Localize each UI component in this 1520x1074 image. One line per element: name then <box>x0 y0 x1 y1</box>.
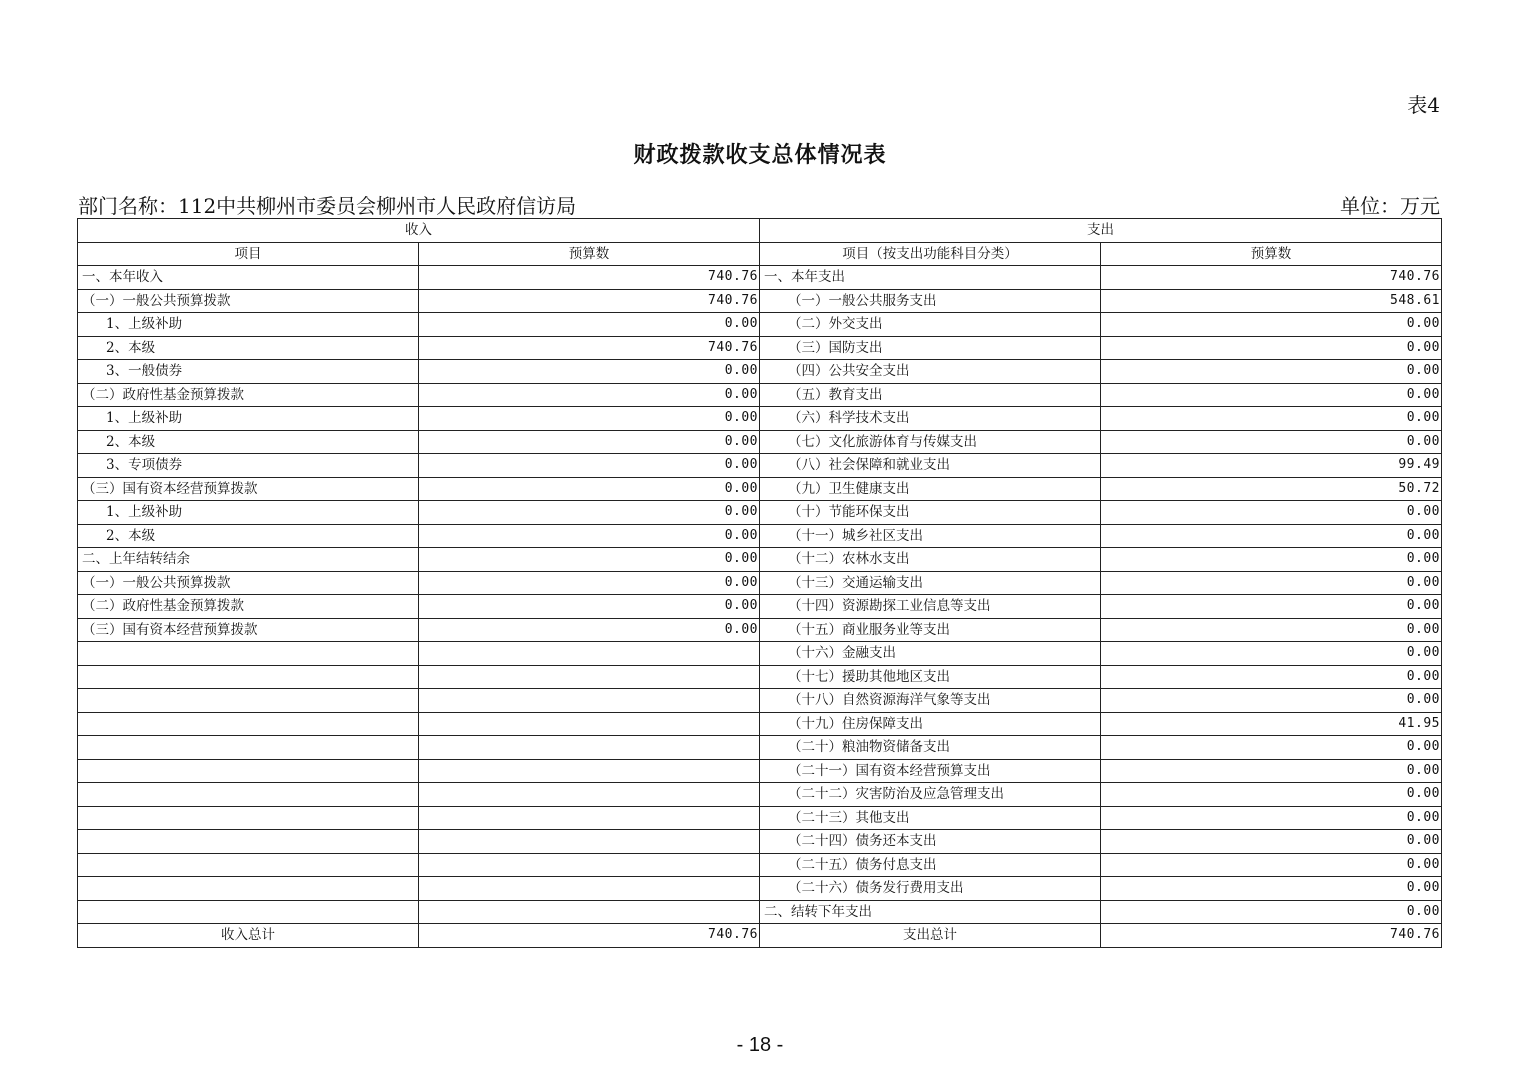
income-value-cell: 0.00 <box>419 313 760 337</box>
expense-value-cell: 0.00 <box>1101 877 1442 901</box>
expense-value-cell: 50.72 <box>1101 477 1442 501</box>
income-item-cell <box>78 642 419 666</box>
income-item-cell <box>78 736 419 760</box>
table-row <box>78 548 1442 572</box>
income-value-cell <box>419 712 760 736</box>
table-row <box>78 759 1442 783</box>
expense-item-cell: （二十）粮油物资储备支出 <box>760 736 1101 760</box>
expense-item-cell: （一）一般公共服务支出 <box>760 289 1101 313</box>
income-value-cell <box>419 900 760 924</box>
department-label: 部门名称：112中共柳州市委员会柳州市人民政府信访局 <box>78 194 577 218</box>
table-row <box>78 360 1442 384</box>
expense-item-cell: （四）公共安全支出 <box>760 360 1101 384</box>
income-value-cell: 740.76 <box>419 336 760 360</box>
table-row <box>78 430 1442 454</box>
table-row <box>78 383 1442 407</box>
income-value-cell: 0.00 <box>419 501 760 525</box>
expense-value-cell: 0.00 <box>1101 806 1442 830</box>
expense-item-cell: （七）文化旅游体育与传媒支出 <box>760 430 1101 454</box>
expense-item-cell: （三）国防支出 <box>760 336 1101 360</box>
expense-budget-header: 预算数 <box>1101 242 1442 266</box>
income-item-cell: 1、上级补助 <box>78 501 419 525</box>
table-row <box>78 712 1442 736</box>
expense-value-cell: 0.00 <box>1101 360 1442 384</box>
income-item-cell: （二）政府性基金预算拨款 <box>78 383 419 407</box>
page-title: 财政拨款收支总体情况表 <box>633 142 887 168</box>
income-item-cell: 3、一般债券 <box>78 360 419 384</box>
income-header: 收入 <box>78 219 760 243</box>
table-row <box>78 736 1442 760</box>
income-value-cell <box>419 642 760 666</box>
table-row <box>78 407 1442 431</box>
table-row <box>78 524 1442 548</box>
expense-value-cell: 0.00 <box>1101 501 1442 525</box>
expense-item-cell: （十六）金融支出 <box>760 642 1101 666</box>
income-item-cell: （三）国有资本经营预算拨款 <box>78 477 419 501</box>
expense-item-cell: （十四）资源勘探工业信息等支出 <box>760 595 1101 619</box>
expense-item-header: 项目（按支出功能科目分类） <box>760 242 1101 266</box>
table-row <box>78 830 1442 854</box>
expense-value-cell: 0.00 <box>1101 383 1442 407</box>
income-value-cell <box>419 783 760 807</box>
income-item-cell <box>78 853 419 877</box>
expense-value-cell: 0.00 <box>1101 313 1442 337</box>
expense-item-cell: （十三）交通运输支出 <box>760 571 1101 595</box>
table-row <box>78 571 1442 595</box>
table-row <box>78 289 1442 313</box>
expense-item-cell: （六）科学技术支出 <box>760 407 1101 431</box>
income-item-cell: （一）一般公共预算拨款 <box>78 289 419 313</box>
income-value-cell <box>419 877 760 901</box>
income-budget-header: 预算数 <box>419 242 760 266</box>
income-value-cell: 0.00 <box>419 383 760 407</box>
table-row <box>78 477 1442 501</box>
expense-item-cell: （五）教育支出 <box>760 383 1101 407</box>
income-item-cell: 1、上级补助 <box>78 407 419 431</box>
table-row <box>78 595 1442 619</box>
income-value-cell: 0.00 <box>419 548 760 572</box>
expense-value-cell: 0.00 <box>1101 736 1442 760</box>
expense-value-cell: 0.00 <box>1101 618 1442 642</box>
income-item-cell: 3、专项债券 <box>78 454 419 478</box>
income-value-cell: 0.00 <box>419 454 760 478</box>
expense-value-cell: 0.00 <box>1101 407 1442 431</box>
table-body <box>78 266 1442 924</box>
income-value-cell: 740.76 <box>419 266 760 290</box>
total-row <box>78 924 1442 948</box>
income-value-cell <box>419 830 760 854</box>
expense-value-cell: 0.00 <box>1101 336 1442 360</box>
budget-table <box>77 218 1442 948</box>
income-item-cell <box>78 665 419 689</box>
table-row <box>78 501 1442 525</box>
expense-item-cell: （十九）住房保障支出 <box>760 712 1101 736</box>
table-row <box>78 313 1442 337</box>
income-value-cell: 0.00 <box>419 571 760 595</box>
income-item-cell <box>78 900 419 924</box>
expense-value-cell: 0.00 <box>1101 783 1442 807</box>
expense-item-cell: （二十四）债务还本支出 <box>760 830 1101 854</box>
expense-item-cell: （九）卫生健康支出 <box>760 477 1101 501</box>
expense-item-cell: （十二）农林水支出 <box>760 548 1101 572</box>
income-value-cell <box>419 806 760 830</box>
table-row <box>78 336 1442 360</box>
income-item-cell: 二、上年结转结余 <box>78 548 419 572</box>
expense-value-cell: 0.00 <box>1101 900 1442 924</box>
income-value-cell <box>419 759 760 783</box>
expense-item-cell: （十）节能环保支出 <box>760 501 1101 525</box>
expense-total-label: 支出总计 <box>760 924 1101 948</box>
income-item-cell <box>78 712 419 736</box>
expense-value-cell: 0.00 <box>1101 830 1442 854</box>
table-row <box>78 806 1442 830</box>
income-value-cell: 0.00 <box>419 407 760 431</box>
table-row <box>78 877 1442 901</box>
header-row-columns <box>78 242 1442 266</box>
expense-item-cell: （十五）商业服务业等支出 <box>760 618 1101 642</box>
income-item-cell: 2、本级 <box>78 336 419 360</box>
income-item-cell <box>78 877 419 901</box>
expense-total-value: 740.76 <box>1101 924 1442 948</box>
table-row <box>78 454 1442 478</box>
table-row <box>78 783 1442 807</box>
expense-item-cell: （十七）援助其他地区支出 <box>760 665 1101 689</box>
income-item-cell <box>78 759 419 783</box>
expense-value-cell: 0.00 <box>1101 665 1442 689</box>
income-item-cell: 一、本年收入 <box>78 266 419 290</box>
income-item-cell: （二）政府性基金预算拨款 <box>78 595 419 619</box>
table-row <box>78 618 1442 642</box>
income-value-cell: 740.76 <box>419 289 760 313</box>
table-row <box>78 689 1442 713</box>
expense-item-cell: （二十一）国有资本经营预算支出 <box>760 759 1101 783</box>
table-row <box>78 642 1442 666</box>
table-row <box>78 853 1442 877</box>
income-value-cell: 0.00 <box>419 524 760 548</box>
header-row-group <box>78 219 1442 243</box>
income-item-cell: 2、本级 <box>78 430 419 454</box>
expense-item-cell: （二）外交支出 <box>760 313 1101 337</box>
income-value-cell <box>419 665 760 689</box>
expense-item-cell: 一、本年支出 <box>760 266 1101 290</box>
expense-value-cell: 0.00 <box>1101 853 1442 877</box>
expense-value-cell: 41.95 <box>1101 712 1442 736</box>
table-row <box>78 900 1442 924</box>
expense-value-cell: 548.61 <box>1101 289 1442 313</box>
expense-item-cell: （十八）自然资源海洋气象等支出 <box>760 689 1101 713</box>
income-item-cell <box>78 806 419 830</box>
expense-value-cell: 0.00 <box>1101 642 1442 666</box>
expense-value-cell: 0.00 <box>1101 571 1442 595</box>
income-item-cell: 1、上级补助 <box>78 313 419 337</box>
expense-item-cell: （二十三）其他支出 <box>760 806 1101 830</box>
expense-item-cell: （二十五）债务付息支出 <box>760 853 1101 877</box>
income-value-cell: 0.00 <box>419 477 760 501</box>
expense-value-cell: 0.00 <box>1101 759 1442 783</box>
table-row <box>78 665 1442 689</box>
expense-item-cell: 二、结转下年支出 <box>760 900 1101 924</box>
expense-item-cell: （二十六）债务发行费用支出 <box>760 877 1101 901</box>
table-row <box>78 266 1442 290</box>
income-item-cell <box>78 689 419 713</box>
expense-item-cell: （二十二）灾害防治及应急管理支出 <box>760 783 1101 807</box>
table-number: 表4 <box>1407 93 1440 117</box>
expense-value-cell: 0.00 <box>1101 524 1442 548</box>
income-value-cell <box>419 736 760 760</box>
income-item-cell: （三）国有资本经营预算拨款 <box>78 618 419 642</box>
expense-header: 支出 <box>760 219 1442 243</box>
income-value-cell: 0.00 <box>419 595 760 619</box>
income-value-cell <box>419 689 760 713</box>
page-number: - 18 - <box>736 1034 784 1056</box>
expense-value-cell: 99.49 <box>1101 454 1442 478</box>
income-item-cell <box>78 783 419 807</box>
expense-value-cell: 0.00 <box>1101 548 1442 572</box>
income-total-label: 收入总计 <box>78 924 419 948</box>
income-value-cell: 0.00 <box>419 430 760 454</box>
income-item-cell: （一）一般公共预算拨款 <box>78 571 419 595</box>
expense-item-cell: （十一）城乡社区支出 <box>760 524 1101 548</box>
income-value-cell: 0.00 <box>419 360 760 384</box>
income-value-cell <box>419 853 760 877</box>
expense-item-cell: （八）社会保障和就业支出 <box>760 454 1101 478</box>
unit-label: 单位：万元 <box>1340 194 1440 218</box>
expense-value-cell: 0.00 <box>1101 595 1442 619</box>
expense-value-cell: 0.00 <box>1101 430 1442 454</box>
expense-value-cell: 0.00 <box>1101 689 1442 713</box>
income-total-value: 740.76 <box>419 924 760 948</box>
income-item-cell: 2、本级 <box>78 524 419 548</box>
income-item-cell <box>78 830 419 854</box>
expense-value-cell: 740.76 <box>1101 266 1442 290</box>
income-value-cell: 0.00 <box>419 618 760 642</box>
income-item-header: 项目 <box>78 242 419 266</box>
